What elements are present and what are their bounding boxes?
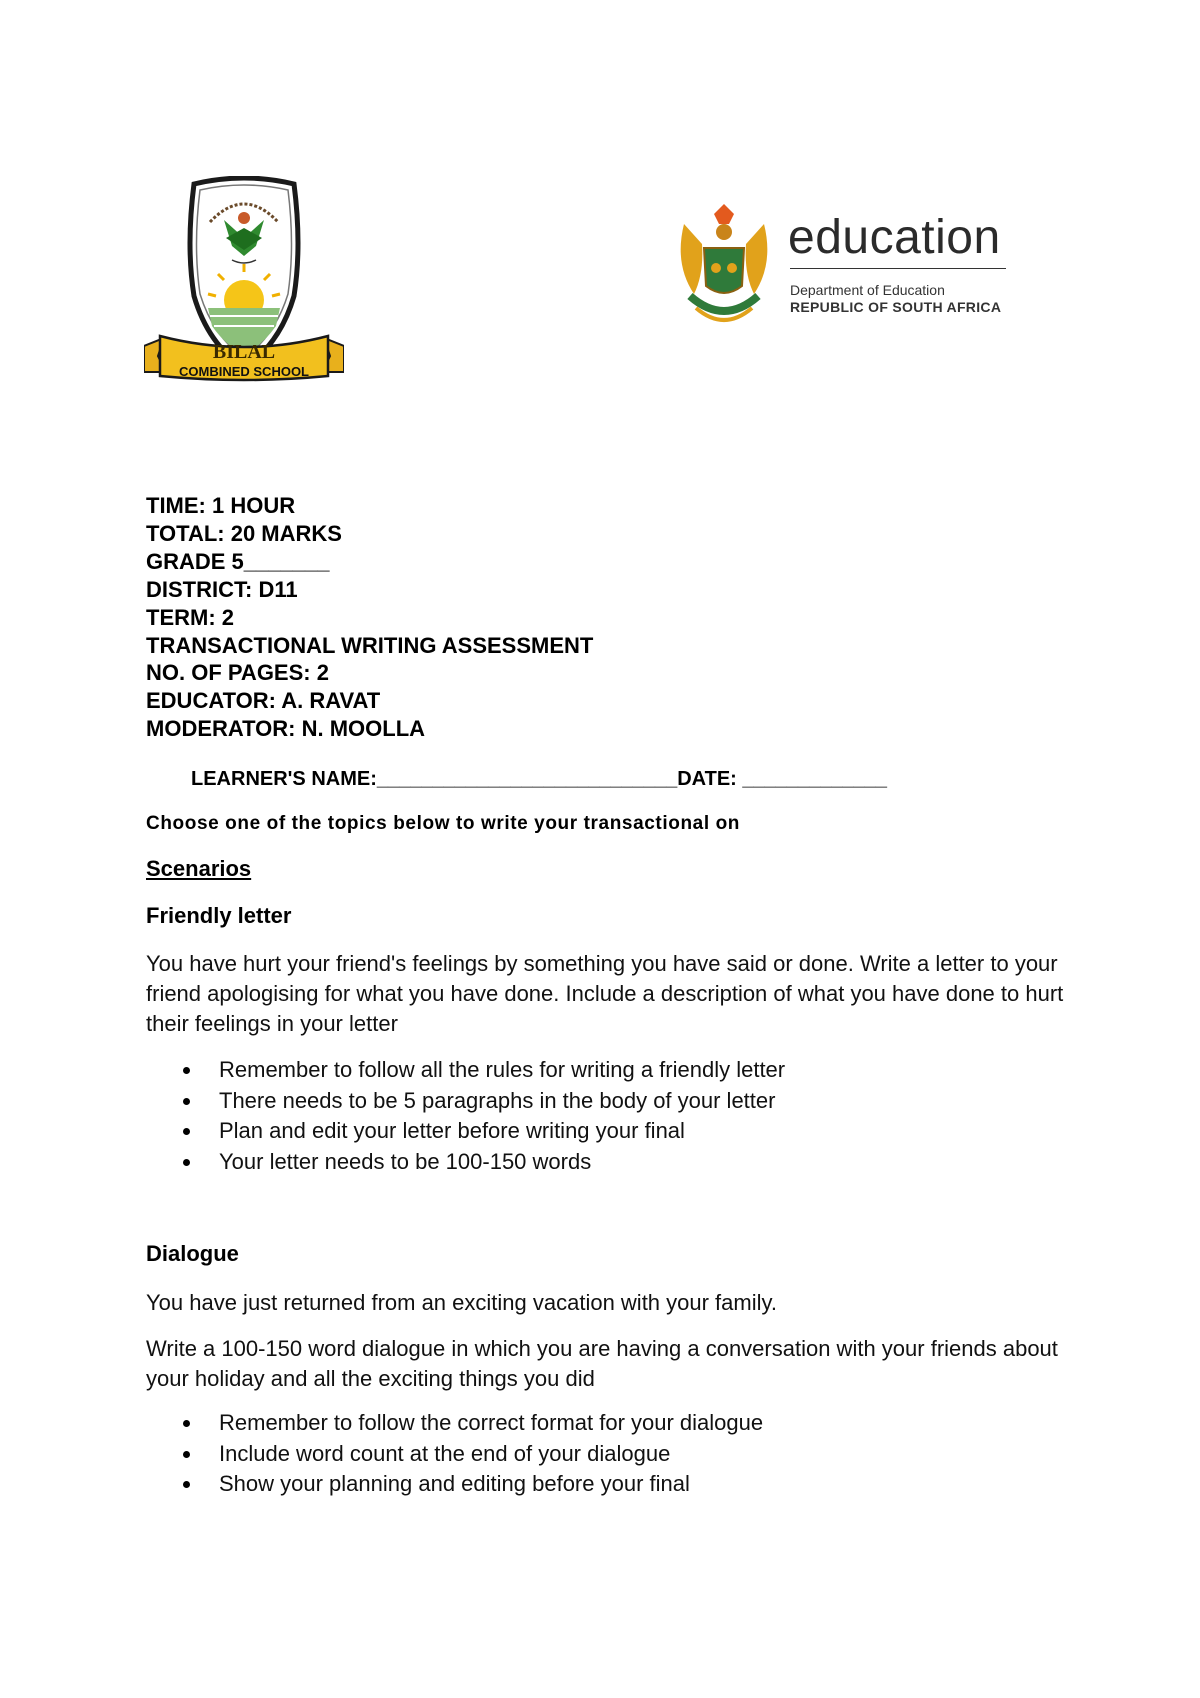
education-country: REPUBLIC OF SOUTH AFRICA	[790, 299, 1002, 315]
friendly-letter-bullets	[146, 1055, 785, 1177]
dialogue-paragraph-2: Write a 100-150 word dialogue in which you are having a conversation with your friends about your holiday and all the exciting things you did	[146, 1336, 1058, 1391]
learner-name-date-line	[191, 768, 887, 791]
education-divider	[790, 268, 1006, 269]
header-assessment-type: TRANSACTIONAL WRITING ASSESSMENT	[146, 632, 594, 658]
list-item: Remember to follow the correct format for your dialogue	[146, 1408, 763, 1439]
header-moderator: MODERATOR: N. MOOLLA	[146, 716, 426, 742]
school-crest-icon	[144, 176, 344, 386]
friendly-letter-paragraph: You have hurt your friend's feelings by something you have said or done. Write a letter to your friend apologising for what you have done. Include a description of what you have done to hurt their feelings in your letter	[146, 951, 1064, 1036]
education-wordmark: education	[788, 211, 1001, 264]
school-banner-sub: COMBINED SCHOOL	[179, 364, 309, 379]
dialogue-paragraph-1: You have just returned from an exciting vacation with your family.	[146, 1290, 777, 1315]
list-item: Show your planning and editing before your final	[146, 1469, 763, 1500]
header-educator: EDUCATOR: A. RAVAT	[146, 688, 381, 714]
coat-of-arms-icon	[674, 204, 774, 332]
friendly-letter-title: Friendly letter	[146, 903, 292, 928]
list-item: There needs to be 5 paragraphs in the body of your letter	[146, 1086, 785, 1117]
instruction-text: Choose one of the topics below to write your transactional on	[146, 813, 740, 834]
scenarios-heading: Scenarios	[146, 856, 252, 881]
header-district: DISTRICT: D11	[146, 576, 298, 602]
date-blank[interactable]: _____________	[742, 768, 887, 790]
list-item: Plan and edit your letter before writing your final	[146, 1116, 785, 1147]
dialogue-bullets	[146, 1408, 763, 1500]
school-banner-name: BILAL	[212, 341, 276, 363]
list-item: Your letter needs to be 100-150 words	[146, 1147, 785, 1178]
education-department: Department of Education	[790, 282, 945, 298]
header-pages: NO. OF PAGES: 2	[146, 660, 329, 686]
dialogue-title: Dialogue	[146, 1241, 239, 1266]
header-grade: GRADE 5_______	[146, 548, 330, 574]
header-term: TERM: 2	[146, 604, 234, 630]
school-crest-logo	[144, 176, 344, 386]
list-item: Include word count at the end of your dialogue	[146, 1439, 763, 1470]
header-total: TOTAL: 20 MARKS	[146, 520, 342, 546]
education-logo	[674, 204, 1014, 334]
learner-name-blank[interactable]: ___________________________	[376, 768, 678, 790]
learner-name-label: LEARNER'S NAME:	[191, 768, 377, 790]
header-time: TIME: 1 HOUR	[146, 493, 296, 518]
date-label: DATE:	[677, 768, 743, 790]
list-item: Remember to follow all the rules for writing a friendly letter	[146, 1055, 785, 1086]
assessment-header	[146, 492, 593, 743]
